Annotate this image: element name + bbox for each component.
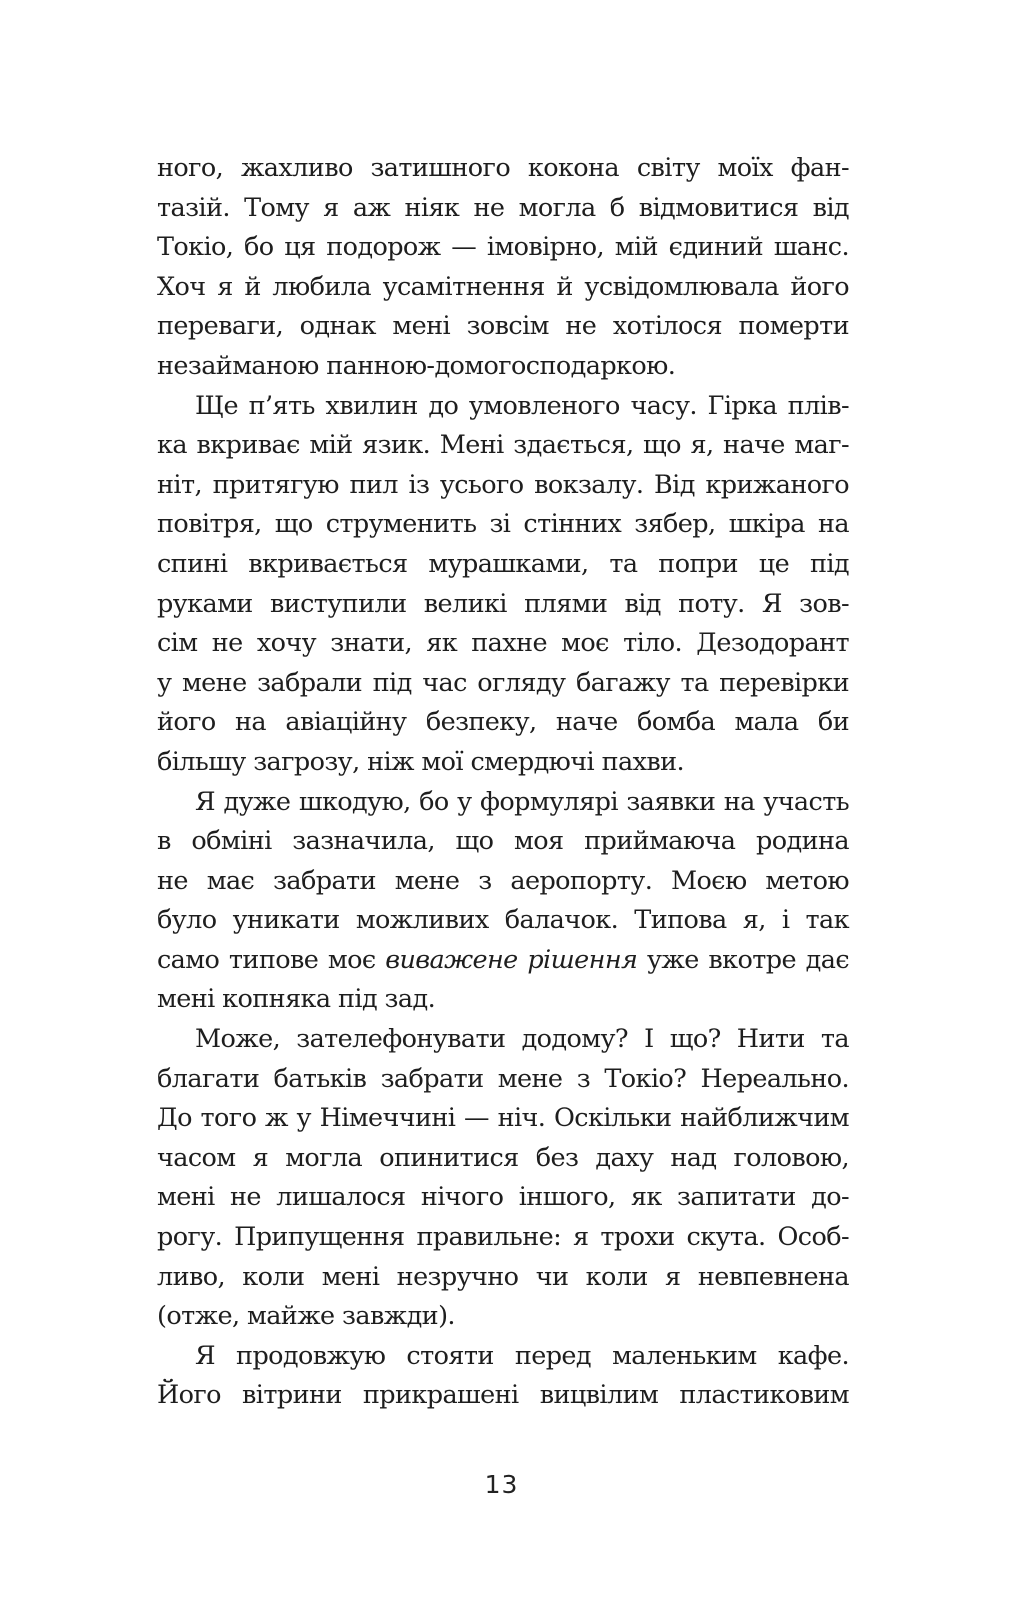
text-segment: уже вкотре дає: [637, 944, 850, 975]
text-line: (отже, майже завжди).: [157, 1301, 455, 1332]
text-line: благати батьків забрати мене з Токіо? Нереально.: [157, 1063, 849, 1094]
text-line: ніт, притягую пил із усього вокзалу. Від крижаного: [157, 469, 849, 500]
text-line: Я дуже шкодую, бо у формулярі заявки на участь: [195, 786, 849, 817]
text-line: спині вкривається мурашками, та попри це під: [157, 548, 849, 579]
text-line: переваги, однак мені зовсім не хотілося померти: [157, 311, 849, 342]
text-line: Його вітрини прикрашені вицвілим пластиковим: [157, 1380, 849, 1411]
text-line: Ще п’ять хвилин до умовленого часу. Гірка плів-: [195, 390, 849, 421]
text-line: тазій. Тому я аж ніяк не могла б відмовитися від: [157, 192, 849, 223]
text-line: мені копняка під зад.: [157, 984, 436, 1015]
text-line: часом я могла опинитися без даху над головою,: [157, 1142, 849, 1173]
text-line: руками виступили великі плями від поту. Я зов-: [157, 588, 849, 619]
text-line: ного, жахливо затишного кокона світу моїх фан-: [157, 153, 849, 183]
text-line: ливо, коли мені незручно чи коли я невпевнена: [157, 1261, 849, 1292]
text-line: у мене забрали під час огляду багажу та перевірки: [157, 667, 849, 698]
text-line: Хоч я й любила усамітнення й усвідомлювала його: [157, 271, 849, 302]
text-line: було уникати можливих балачок. Типова я, і так: [157, 905, 849, 936]
text-line: Може, зателефонувати додому? І що? Нити та: [195, 1024, 849, 1055]
text-line: незайманою панною-домогосподаркою.: [157, 350, 676, 381]
text-line: більшу загрозу, ніж мої смердючі пахви.: [157, 746, 685, 777]
text-line: мені не лишалося нічого іншого, як запитати до-: [157, 1182, 849, 1213]
text-line: ка вкриває мій язик. Мені здається, що я, наче маг-: [157, 430, 849, 461]
text-line: рогу. Припущення правильне: я трохи скута. Особ-: [157, 1222, 849, 1253]
text-line: сім не хочу знати, як пахне моє тіло. Дезодорант: [157, 628, 849, 659]
text-line: Я продовжую стояти перед маленьким кафе.: [195, 1340, 849, 1371]
text-segment: само типове моє: [157, 944, 386, 975]
text-line: повітря, що струменить зі стінних зябер, шкіра на: [157, 509, 849, 540]
text-line: в обміні зазначила, що моя приймаюча родина: [157, 826, 849, 857]
body-text: [157, 149, 849, 1416]
text-line: Токіо, бо ця подорож — імовірно, мій єдиний шанс.: [157, 232, 849, 263]
italic-phrase: виважене рішення: [385, 944, 638, 975]
page-number: 13: [484, 1470, 519, 1499]
text-line: його на авіаційну безпеку, наче бомба мала би: [157, 707, 849, 738]
text-line: До того ж у Німеччині — ніч. Оскільки найближчим: [157, 1103, 849, 1134]
text-line-with-emphasis: [157, 941, 849, 981]
text-line: не має забрати мене з аеропорту. Моєю метою: [157, 865, 849, 896]
